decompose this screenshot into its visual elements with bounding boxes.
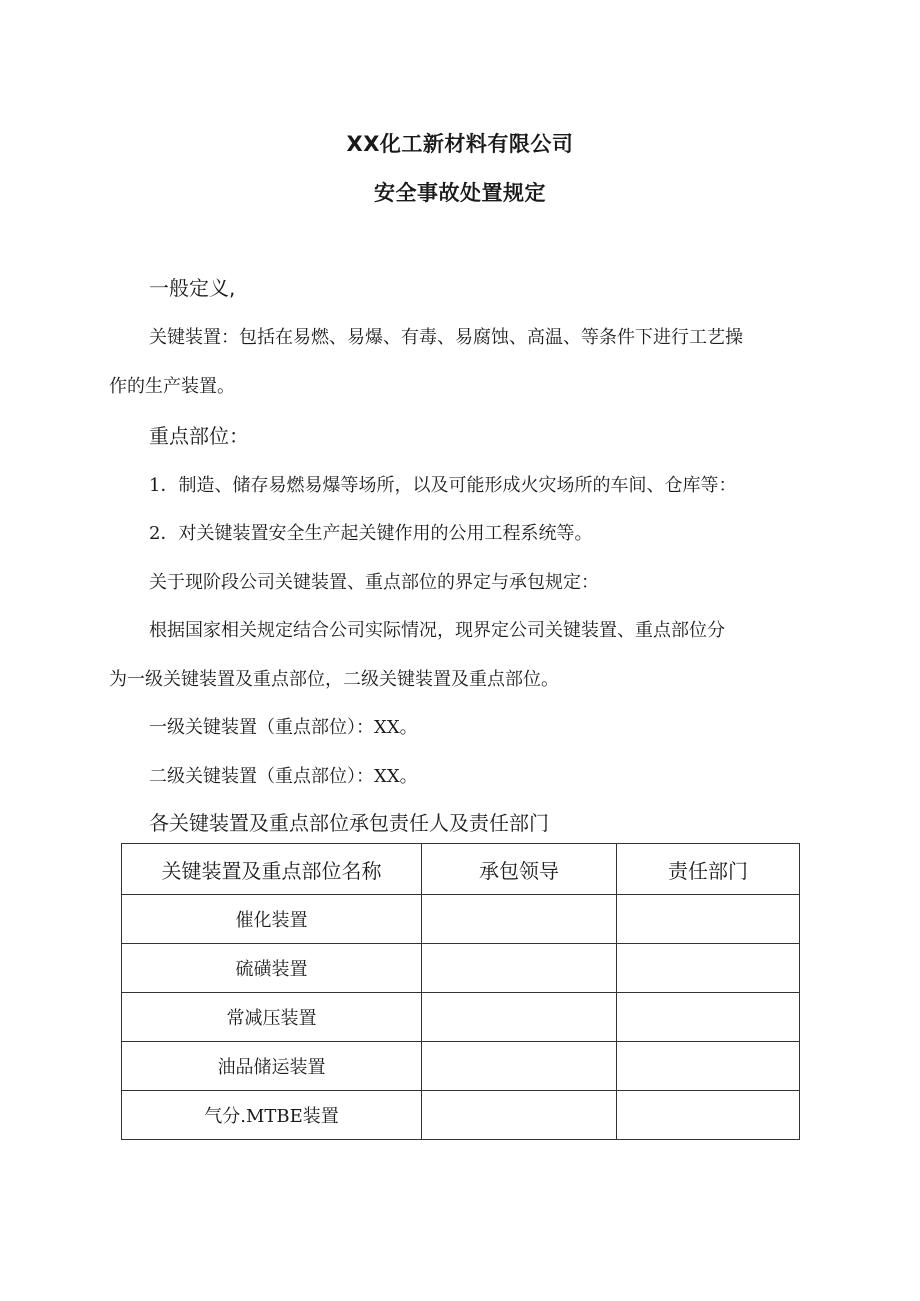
header-leader: 承包领导 (422, 844, 617, 895)
department-cell (617, 993, 800, 1042)
key-parts-item-2: 2．对关键装置安全生产起关键作用的公用工程系统等。 (149, 523, 593, 544)
stage-rule-text: 关于现阶段公司关键装置、重点部位的界定与承包规定： (149, 572, 599, 593)
device-name-cell: 催化装置 (122, 895, 422, 944)
department-cell (617, 1042, 800, 1091)
key-device-definition-line-2: 作的生产装置。 (109, 376, 235, 397)
device-name-cell: 硫磺装置 (122, 944, 422, 993)
device-name-cell: 气分.MTBE装置 (122, 1091, 422, 1140)
level1-devices: 一级关键装置（重点部位）：XX。 (149, 717, 418, 738)
leader-cell (422, 895, 617, 944)
department-cell (617, 1091, 800, 1140)
document-title: XX化工新材料有限公司 (346, 132, 574, 156)
key-parts-heading: 重点部位： (149, 424, 249, 448)
table-heading: 各关键装置及重点部位承包责任人及责任部门 (149, 811, 549, 835)
classification-line-2: 为一级关键装置及重点部位，二级关键装置及重点部位。 (109, 669, 559, 690)
leader-cell (422, 1091, 617, 1140)
key-parts-item-1: 1．制造、储存易燃易爆等场所，以及可能形成火灾场所的车间、仓库等： (149, 475, 737, 496)
classification-line-1: 根据国家相关规定结合公司实际情况，现界定公司关键装置、重点部位分 (149, 620, 725, 641)
level2-devices: 二级关键装置（重点部位）：XX。 (149, 766, 418, 787)
department-cell (617, 944, 800, 993)
table-header-row (122, 844, 800, 895)
general-definition-heading: 一般定义, (149, 276, 236, 300)
table-row (122, 993, 800, 1042)
leader-cell (422, 1042, 617, 1091)
table-row (122, 944, 800, 993)
header-department: 责任部门 (617, 844, 800, 895)
table-row (122, 895, 800, 944)
header-device-name: 关键装置及重点部位名称 (122, 844, 422, 895)
device-name-cell: 油品储运装置 (122, 1042, 422, 1091)
document-subtitle: 安全事故处置规定 (374, 181, 546, 205)
table-row (122, 1042, 800, 1091)
leader-cell (422, 944, 617, 993)
table-row (122, 1091, 800, 1140)
leader-cell (422, 993, 617, 1042)
responsibility-table (121, 843, 800, 1140)
device-name-cell: 常减压装置 (122, 993, 422, 1042)
key-device-definition-line-1: 关键装置：包括在易燃、易爆、有毒、易腐蚀、高温、等条件下进行工艺操 (149, 327, 743, 348)
department-cell (617, 895, 800, 944)
